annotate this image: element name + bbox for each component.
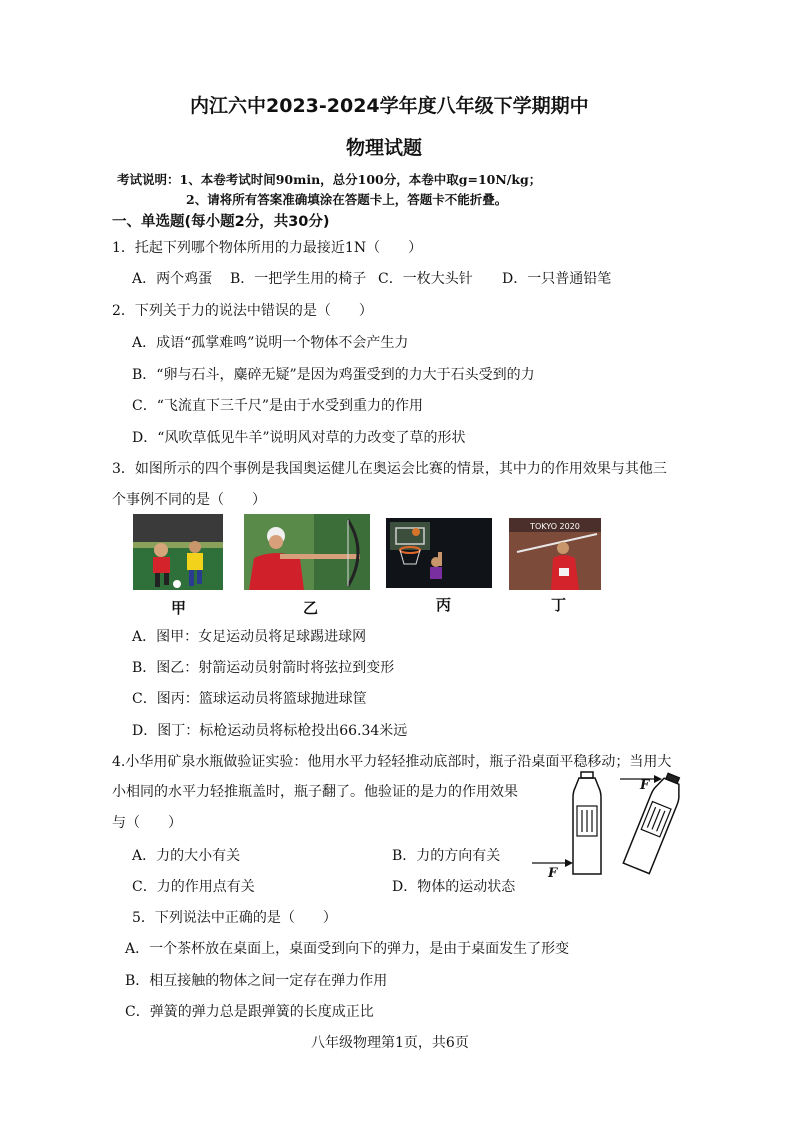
caption-yi: 乙 <box>303 599 319 617</box>
tilted-bottle <box>623 770 686 873</box>
exam-title: 内江六中2023-2024学年度八年级下学期期中 <box>190 95 589 117</box>
question-4-stem-line3: 与（ ） <box>112 815 182 831</box>
question-4-option-d: D．物体的运动状态 <box>392 879 516 895</box>
question-3-option-b: B．图乙：射箭运动员射箭时将弦拉到变形 <box>132 660 395 676</box>
force-label-bottom: F <box>548 866 558 881</box>
question-5-option-c: C．弹簧的弹力总是跟弹簧的长度成正比 <box>125 1004 374 1020</box>
question-4-option-a: A．力的大小有关 <box>132 848 241 864</box>
exam-note-line1: 考试说明：1、本卷考试时间90min，总分100分，本卷中取g=10N/kg； <box>117 172 542 187</box>
question-2-option-a: A．成语“孤掌难鸣”说明一个物体不会产生力 <box>132 335 409 351</box>
question-2-stem: 2．下列关于力的说法中错误的是（ ） <box>112 303 373 319</box>
exam-subtitle: 物理试题 <box>346 137 423 159</box>
question-1-option-b: B．一把学生用的椅子 <box>230 271 367 287</box>
question-2-option-d: D．“风吹草低见牛羊”说明风对草的力改变了草的形状 <box>132 430 466 446</box>
question-4-stem-line1: 4.小华用矿泉水瓶做验证实验：他用水平力轻轻推动底部时，瓶子沿桌面平稳移动；当用大 <box>112 754 672 770</box>
caption-ding: 丁 <box>551 596 567 614</box>
question-5-stem: 5．下列说法中正确的是（ ） <box>132 910 337 926</box>
photo-basketball <box>386 518 492 588</box>
photo-soccer <box>133 514 223 590</box>
question-3-option-d: D．图丁：标枪运动员将标枪投出66.34米远 <box>132 723 408 739</box>
question-4-option-c: C．力的作用点有关 <box>132 879 255 895</box>
caption-jia: 甲 <box>171 599 187 617</box>
question-3-stem-line2: 个事例不同的是（ ） <box>112 492 266 508</box>
question-5-option-a: A．一个茶杯放在桌面上，桌面受到向下的弹力，是由于桌面发生了形变 <box>125 941 570 957</box>
upright-bottle <box>573 772 601 874</box>
question-1-stem: 1．托起下列哪个物体所用的力最接近1N（ ） <box>112 240 423 256</box>
exam-note-line2: 2、请将所有答案准确填涂在答题卡上，答题卡不能折叠。 <box>186 192 508 207</box>
question-3-option-c: C．图丙：篮球运动员将篮球抛进球筐 <box>132 691 367 707</box>
question-1-option-c: C．一枚大头针 <box>378 271 473 287</box>
caption-bing: 丙 <box>436 596 452 614</box>
question-3-option-a: A．图甲：女足运动员将足球踢进球网 <box>132 629 367 645</box>
page-footer: 八年级物理第1页，共6页 <box>311 1035 469 1051</box>
question-1-option-d: D．一只普通铅笔 <box>502 271 612 287</box>
question-2-option-c: C．“飞流直下三千尺”是由于水受到重力的作用 <box>132 398 424 414</box>
question-5-option-b: B．相互接触的物体之间一定存在弹力作用 <box>125 973 388 989</box>
photo-archery <box>244 514 370 590</box>
question-3-stem-line1: 3．如图所示的四个事例是我国奥运健儿在奥运会比赛的情景，其中力的作用效果与其他三 <box>112 461 667 477</box>
photo-javelin <box>509 518 601 590</box>
force-label-top: F <box>640 778 650 793</box>
section-title: 一、单选题(每小题2分，共30分) <box>112 214 330 230</box>
question-4-stem-line2: 小相同的水平力轻推瓶盖时，瓶子翻了。他验证的是力的作用效果 <box>112 784 518 800</box>
question-4-option-b: B．力的方向有关 <box>392 848 501 864</box>
question-1-option-a: A．两个鸡蛋 <box>132 271 213 287</box>
question-2-option-b: B．“卵与石斗，麋碎无疑”是因为鸡蛋受到的力大于石头受到的力 <box>132 367 535 383</box>
tokyo-2020-banner-text: TOKYO 2020 <box>530 522 580 531</box>
